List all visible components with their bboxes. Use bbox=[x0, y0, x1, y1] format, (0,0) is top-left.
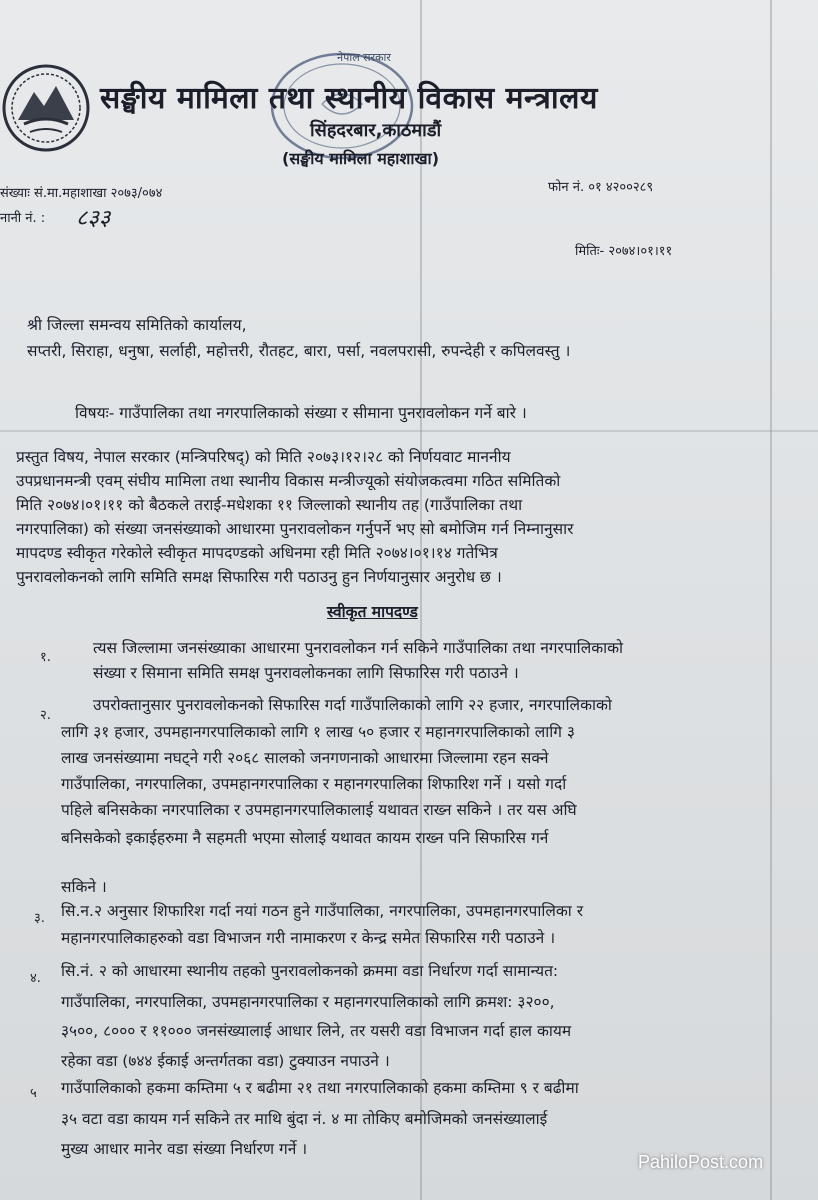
recipient-office: श्री जिल्ला समन्वय समितिको कार्यालय, bbox=[27, 316, 247, 334]
item-line: ३५ वटा वडा कायम गर्न सकिने तर माथि बुंदा नं. ४ मा तोकिए बमोजिमको जनसंख्यालाई bbox=[61, 1110, 548, 1128]
watermark: PahiloPost.com bbox=[638, 1152, 764, 1172]
item-number: ४. bbox=[30, 971, 41, 986]
item-line: त्यस जिल्लामा जनसंख्याका आधारमा पुनरावलोकन गर्न सकिने गाउँपालिका तथा नगरपालिकाको bbox=[93, 639, 624, 657]
item-line: सकिने । bbox=[61, 878, 107, 896]
item-line: रहेका वडा (७४४ ईकाई अन्तर्गतका वडा) टुक्याउन नपाउने । bbox=[61, 1052, 390, 1070]
item-line: लाख जनसंख्यामा नघट्ने गरी २०६८ सालको जनगणनाको आधारमा जिल्लामा रहन सक्ने bbox=[61, 749, 549, 767]
ministry-address: सिंहदरबार,काठमाडौं bbox=[310, 120, 442, 141]
paper-fold bbox=[0, 430, 818, 432]
seal-text: नेपाल सरकार bbox=[337, 51, 391, 64]
item-number: २. bbox=[40, 708, 51, 723]
nepal-emblem-icon bbox=[0, 62, 92, 154]
reference-number: संख्याः सं.मा.महाशाखा २०७३/०७४ bbox=[0, 186, 163, 201]
item-line: सि.न.२ अनुसार शिफारिश गर्दा नयां गठन हुने गाउँपालिका, नगरपालिका, उपमहानगरपालिका र bbox=[61, 902, 584, 920]
item-line: सि.नं. २ को आधारमा स्थानीय तहको पुनरावलोकनको क्रममा वडा निर्धारण गर्दा सामान्यत: bbox=[61, 962, 559, 980]
branch-name: (सङ्घीय मामिला महाशाखा) bbox=[282, 149, 440, 168]
item-line: ३५००, ८००० र ११००० जनसंख्यालाई आधार लिने, तर यसरी वडा विभाजन गर्दा हाल कायम bbox=[61, 1022, 572, 1040]
item-number: ३. bbox=[34, 911, 45, 926]
item-line: बनिसकेको इकाईहरुमा नै सहमती भएमा सोलाई यथावत कायम राख्न पनि सिफारिस गर्न bbox=[61, 829, 549, 847]
dispatch-number-label: नानी नं. : bbox=[0, 211, 46, 226]
paragraph-line: मापदण्ड स्वीकृत गरेकोले स्वीकृत मापदण्डको अधिनमा रही मिति २०७४।०१।१४ गतेभित्र bbox=[16, 544, 498, 562]
paragraph-line: मिति २०७४।०१।११ को बैठकले तराई-मधेशका ११ जिल्लाको स्थानीय तह (गाउँपालिका तथा bbox=[16, 496, 523, 514]
dispatch-number-handwritten: ८३३ bbox=[76, 206, 111, 231]
paper-fold bbox=[770, 0, 772, 1200]
item-line: गाउँपालिकाको हकमा कम्तिमा ५ र बढीमा २१ तथा नगरपालिकाको हकमा कम्तिमा ९ र बढीमा bbox=[61, 1079, 579, 1097]
item-number: १. bbox=[40, 650, 51, 665]
item-line: लागि ३१ हजार, उपमहानगरपालिकाको लागि १ लाख ५० हजार र महानगरपालिकाको लागि ३ bbox=[61, 723, 575, 741]
paragraph-line: नगरपालिका) को संख्या जनसंख्याको आधारमा पुनरावलोकन गर्नुपर्ने भए सो बमोजिम गर्न निम्नानुसार bbox=[16, 520, 574, 538]
recipient-districts: सप्तरी, सिराहा, धनुषा, सर्लाही, महोत्तरी, रौतहट, बारा, पर्सा, नवलपरासी, रुपन्देही र कपिलवस्तु । bbox=[27, 342, 571, 360]
letter-date: मितिः- २०७४।०१।११ bbox=[575, 244, 673, 259]
item-line: उपरोक्तानुसार पुनरावलोकनको सिफारिस गर्दा गाउँपालिकाको लागि २२ हजार, नगरपालिकाको bbox=[93, 696, 612, 714]
criteria-heading: स्वीकृत मापदण्ड bbox=[327, 603, 418, 621]
item-number: ५ bbox=[30, 1086, 37, 1101]
item-line: संख्या र सिमाना समिति समक्ष पुनरावलोकनका लागि सिफारिस गरी पठाउने । bbox=[93, 664, 519, 682]
item-line: गाउँपालिका, नगरपालिका, उपमहानगरपालिका र महानगरपालिकाको लागि क्रमश: ३२००, bbox=[61, 993, 555, 1011]
item-line: पहिले बनिसकेका नगरपालिका र उपमहानगरपालिकालाई यथावत राख्न सकिने । तर यस अघि bbox=[61, 801, 577, 819]
paragraph-line: प्रस्तुत विषय, नेपाल सरकार (मन्त्रिपरिषद्) को मिति २०७३।१२।२८ को निर्णयवाट माननीय bbox=[16, 448, 511, 466]
ministry-title: सङ्घीय मामिला तथा स्थानीय विकास मन्त्रालय bbox=[100, 81, 598, 116]
paragraph-line: पुनरावलोकनको लागि समिति समक्ष सिफारिस गरी पठाउनु हुन निर्णयानुसार अनुरोध छ । bbox=[16, 568, 502, 586]
paragraph-line: उपप्रधानमन्त्री एवम् संघीय मामिला तथा स्थानीय विकास मन्त्रीज्यूको संयोजकत्वमा गठित समितिको bbox=[16, 472, 561, 490]
phone-number: फोन नं. ०१ ४२००२८९ bbox=[548, 180, 654, 195]
item-line: मुख्य आधार मानेर वडा संख्या निर्धारण गर्ने । bbox=[61, 1140, 308, 1158]
item-line: महानगरपालिकाहरुको वडा विभाजन गरी नामाकरण र केन्द्र समेत सिफारिस गरी पठाउने । bbox=[61, 929, 556, 947]
letter-subject: विषयः- गाउँपालिका तथा नगरपालिकाको संख्या र सीमाना पुनरावलोकन गर्ने बारे । bbox=[75, 404, 527, 422]
item-line: गाउँपालिका, नगरपालिका, उपमहानगरपालिका र महानगरपालिका शिफारिश गर्ने । यसो गर्दा bbox=[61, 775, 567, 793]
